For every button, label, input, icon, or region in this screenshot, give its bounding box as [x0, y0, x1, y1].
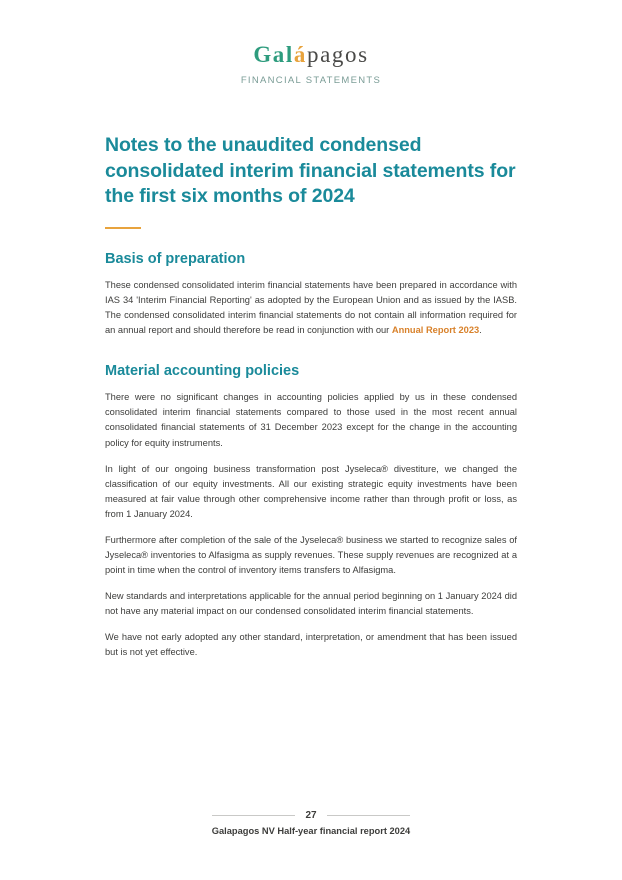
logo-suffix: pagos — [307, 42, 369, 67]
paragraph-accounting-policies-2: In light of our ongoing business transformation post Jyseleca® divestiture, we changed the classification of our equity investments. All our existing strategic equity investments have been measured at fair value through other comprehensive income rather than through profit or loss, as from 1 January 2024. — [105, 463, 517, 519]
page-title: Notes to the unaudited condensed consolidated interim financial statements for the first six months of 2024 — [105, 134, 516, 208]
logo-accent-letter: á — [293, 42, 308, 67]
page-content — [0, 133, 622, 660]
page-header — [0, 0, 622, 86]
title-divider — [105, 227, 141, 229]
paragraph-accounting-policies-1: There were no significant changes in accounting policies applied by us in these condensed consolidated interim financial statements compared to those used in the most recent annual consolidated financial statements of 31 December 2023 except for the change in the accounting policy for equity instruments. — [105, 392, 517, 448]
footer-rule-wrap — [0, 810, 622, 821]
annual-report-link[interactable]: Annual Report 2023 — [391, 325, 480, 336]
section-heading-basis-of-preparation: Basis of preparation — [105, 251, 246, 268]
footer-text: Galapagos NV Half-year financial report 2024 — [211, 826, 411, 836]
logo-prefix: Gal — [253, 42, 294, 67]
paragraph-accounting-policies-5: We have not early adopted any other standard, interpretation, or amendment that has been issued but is not yet effective. — [105, 632, 517, 658]
paragraph-accounting-policies-4: New standards and interpretations applicable for the annual period beginning on 1 January 2024 did not have any material impact on our condensed consolidated interim financial statements. — [105, 590, 517, 616]
paragraph-accounting-policies-3: Furthermore after completion of the sale of the Jyseleca® business we started to recognize sales of Jyseleca® inventories to Alfasigma as supply revenues. These supply revenues are recognized at a point in time when the control of inventory items transfers to Alfasigma. — [105, 534, 517, 575]
paragraph-basis-of-preparation — [105, 278, 517, 338]
section-heading-material-accounting-policies: Material accounting policies — [105, 363, 300, 380]
footer-divider-right — [327, 815, 410, 816]
page-number: 27 — [305, 810, 317, 821]
footer-divider-left — [212, 815, 295, 816]
company-logo — [0, 43, 622, 66]
page-footer — [0, 810, 622, 836]
header-subtitle: FINANCIAL STATEMENTS — [240, 75, 382, 86]
paragraph-text-part-1: These condensed consolidated interim financial statements have been prepared in accordance with IAS 34 'Interim Financial Reporting' as adopted by the European Union and as issued by the IASB. The condensed consolidated interim financial statements do not contain all information required for an annual report and should therefore be read in conjunction with our — [105, 280, 517, 336]
paragraph-text-part-2: . — [479, 325, 482, 336]
